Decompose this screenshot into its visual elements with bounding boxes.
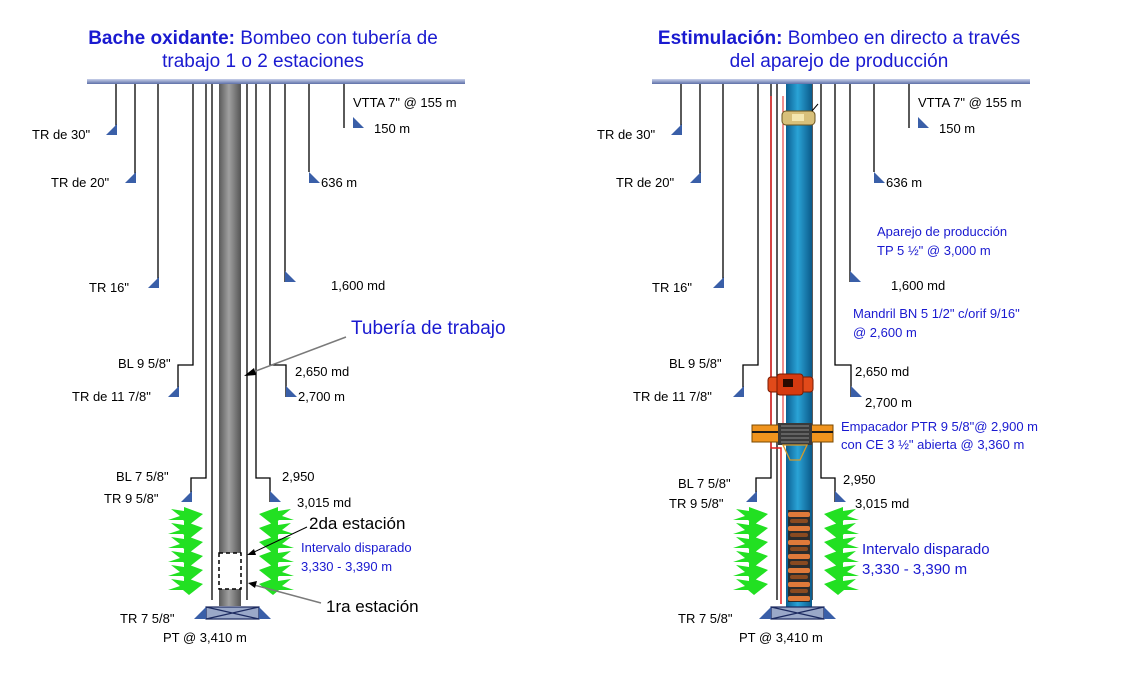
tr30-label: TR de 30"	[32, 127, 91, 142]
pt-label: PT @ 3,410 m	[163, 630, 247, 645]
tr1178-label: TR de 11 7/8"	[72, 389, 151, 404]
perforations-left-side	[733, 507, 768, 595]
perforated-pipe	[788, 510, 810, 602]
station-box	[219, 553, 241, 589]
bottom-plug	[194, 607, 271, 619]
interval-label-2: 3,330 - 3,390 m	[301, 559, 393, 574]
tr20-label: TR de 20"	[51, 175, 110, 190]
wellhead-bar	[652, 79, 1030, 84]
depth-636m: 636 m	[321, 175, 358, 190]
tr16-label: TR 16"	[89, 280, 130, 295]
depth-2650md: 2,650 md	[295, 364, 350, 379]
depth-150m: 150 m	[374, 121, 411, 136]
left-diagram	[32, 28, 506, 645]
left-title: Bache oxidante: Bombeo con tubería de	[88, 28, 438, 49]
tr958-label: TR 9 5/8"	[104, 491, 159, 506]
empacador-label-1: Empacador PTR 9 5/8"@ 2,900 m	[841, 419, 1039, 434]
depth-2700m: 2,700 m	[298, 389, 345, 404]
station1-label: 1ra estación	[326, 597, 419, 616]
depth-2650md: 2,650 md	[855, 364, 910, 379]
tr758-label: TR 7 5/8"	[120, 611, 175, 626]
station2-label: 2da estación	[309, 514, 406, 533]
bl758-label: BL 7 5/8"	[678, 476, 731, 491]
gas-lift-mandrel	[768, 374, 813, 395]
depth-2950: 2,950	[282, 469, 315, 484]
mandril-label-2: @ 2,600 m	[853, 325, 917, 340]
depth-150m: 150 m	[939, 121, 976, 136]
tr958-label: TR 9 5/8"	[669, 496, 724, 511]
aparejo-label-2: TP 5 ½" @ 3,000 m	[877, 243, 991, 258]
aparejo-label-1: Aparejo de producción	[877, 224, 1008, 239]
perforations-right-side	[824, 507, 859, 595]
tubing-label: Tubería de trabajo	[351, 318, 506, 339]
tr20-label: TR de 20"	[616, 175, 675, 190]
bl958-label: BL 9 5/8"	[118, 356, 171, 371]
empacador-label-2: con CE 3 ½" abierta @ 3,360 m	[841, 437, 1025, 452]
tr16-label: TR 16"	[652, 280, 693, 295]
depth-2700m: 2,700 m	[865, 395, 912, 410]
depth-1600md: 1,600 md	[331, 278, 386, 293]
perforations-left-side	[168, 507, 203, 595]
vtta-label: VTTA 7" @ 155 m	[918, 95, 1022, 110]
bottom-plug	[759, 607, 836, 619]
bl958-label: BL 9 5/8"	[669, 356, 722, 371]
interval-label-2: 3,330 - 3,390 m	[862, 561, 968, 578]
depth-1600md: 1,600 md	[891, 278, 946, 293]
control-line	[771, 96, 781, 604]
depth-636m: 636 m	[886, 175, 923, 190]
bl758-label: BL 7 5/8"	[116, 469, 169, 484]
tr758-label: TR 7 5/8"	[678, 611, 733, 626]
perforations-right-side	[259, 507, 294, 595]
depth-3015md: 3,015 md	[297, 495, 352, 510]
right-title-line2: del aparejo de producción	[729, 51, 949, 72]
tr30-label: TR de 30"	[597, 127, 656, 142]
wellhead-bar	[87, 79, 465, 84]
pt-label: PT @ 3,410 m	[739, 630, 823, 645]
interval-label-1: Intervalo disparado	[301, 540, 412, 555]
right-title: Estimulación: Bombeo en directo a través	[657, 28, 1021, 49]
depth-2950: 2,950	[843, 472, 876, 487]
vtta-label: VTTA 7" @ 155 m	[353, 95, 457, 110]
right-diagram	[597, 28, 1038, 645]
left-title-line2: trabajo 1 o 2 estaciones	[162, 51, 364, 72]
mandril-label-1: Mandril BN 5 1/2" c/orif 9/16"	[853, 306, 1020, 321]
tr1178-label: TR de 11 7/8"	[633, 389, 712, 404]
interval-label-1: Intervalo disparado	[862, 541, 990, 558]
working-tubing	[219, 84, 241, 606]
depth-3015md: 3,015 md	[855, 496, 910, 511]
